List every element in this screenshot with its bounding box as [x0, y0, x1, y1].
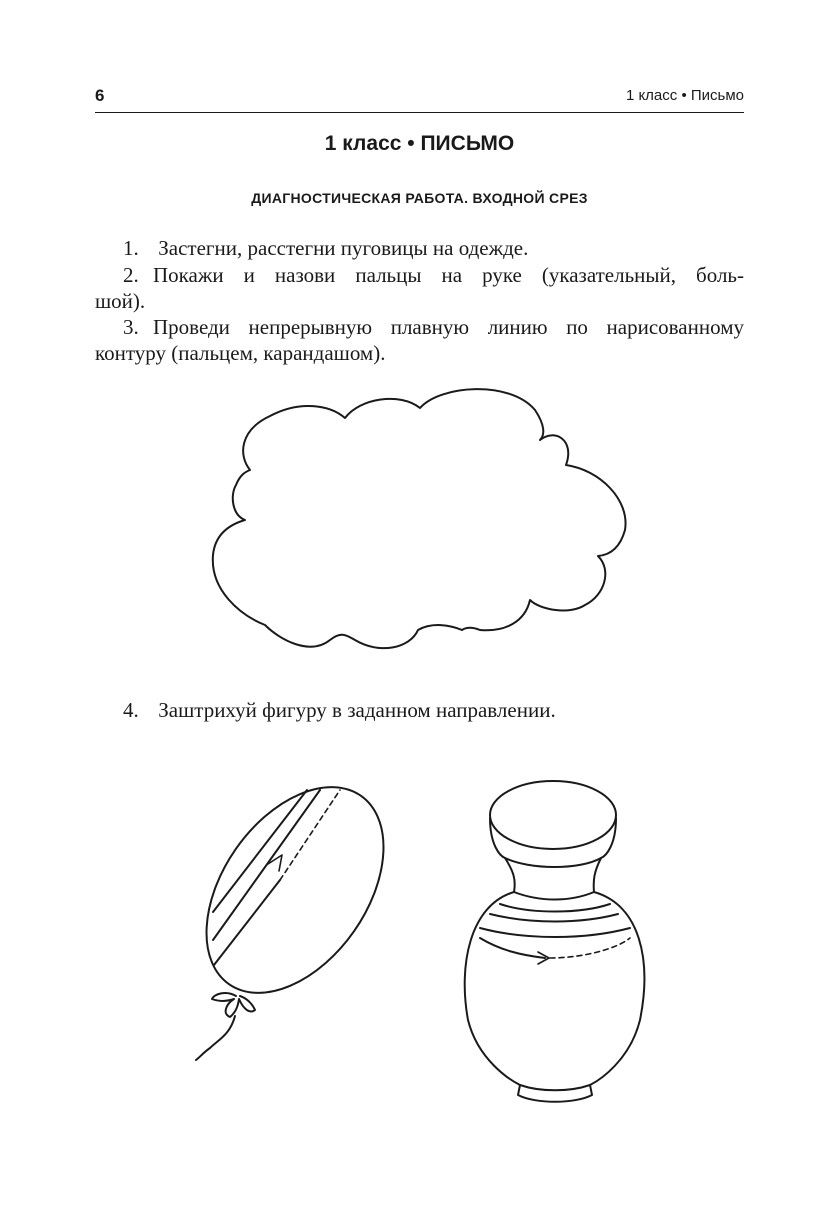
vase-lip — [490, 781, 616, 849]
page-title: 1 класс • ПИСЬМО — [324, 132, 515, 155]
task-text-line-2: шой). — [95, 289, 146, 313]
page-number: 6 — [95, 86, 105, 105]
task-number: 3. — [123, 315, 139, 339]
vase-guide-dashed — [550, 938, 630, 958]
task-text-line-1: Проведи непрерывную плавную линию по нарисованному — [153, 315, 744, 339]
vase-stripe — [480, 928, 630, 937]
section-subtitle: ДИАГНОСТИЧЕСКАЯ РАБОТА. ВХОДНОЙ СРЕЗ — [251, 190, 588, 206]
task-text: Заштрихуй фигуру в заданном направлении. — [158, 698, 556, 722]
vase-stripe — [480, 938, 545, 958]
vase-stripe — [514, 892, 594, 900]
vase-neck-right — [594, 858, 601, 892]
vase-stripe — [500, 904, 610, 912]
vase-stripe — [490, 914, 618, 922]
vase-foot-top — [520, 1085, 590, 1090]
task-number: 1. — [123, 236, 139, 260]
vase-body-right — [590, 892, 644, 1085]
task-number: 4. — [123, 698, 139, 722]
vase-body-left — [465, 892, 520, 1085]
running-head: 1 класс • Письмо — [625, 87, 744, 104]
vase-neck-left — [505, 858, 515, 892]
task-text: Застегни, расстегни пуговицы на одежде. — [158, 236, 529, 260]
vase-neck-band — [505, 858, 601, 867]
task-text-line-2: контуру (пальцем, карандашом). — [95, 341, 386, 365]
task-number: 2. — [123, 263, 139, 287]
task-text-line-1: Покажи и назови пальцы на руке (указательный, боль- — [153, 263, 744, 287]
